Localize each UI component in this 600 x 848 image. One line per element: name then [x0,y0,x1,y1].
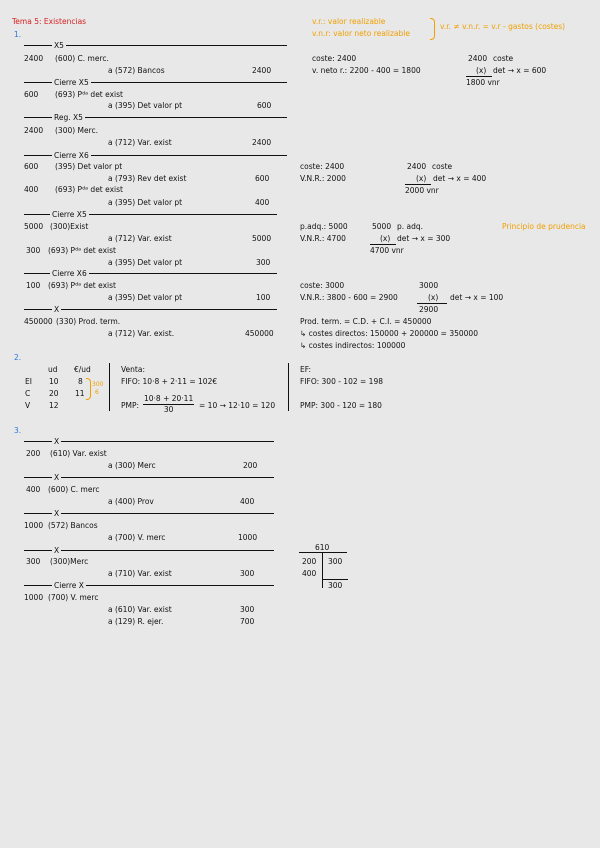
entry-credit-account: a (712) Var. exist [108,138,172,147]
entry-credit-account: a (710) Var. exist [108,569,172,578]
entry-debit-account: (395) Det valor pt [55,162,123,171]
entry-credit-amount: 400 [240,497,255,506]
entry-debit-account: (610) Var. exist [50,449,107,458]
t-account-divider [322,552,323,588]
entry-credit-amount: 1000 [238,533,258,542]
curly-brace [86,378,91,400]
entry-credit-account: a (300) Merc [108,461,156,470]
entry-separator [24,477,274,478]
calc-unknown: (x) [416,174,427,183]
calc-result: det → x = 400 [433,174,487,183]
entry-credit-amount: 100 [256,293,271,302]
row-key: C [25,389,31,398]
entry-credit-amount: 400 [255,198,270,207]
entry-debit-account: (600) C. merc [48,485,100,494]
entry-credit-amount: 5000 [252,234,272,243]
entry-debit-amount: 1000 [24,521,44,530]
entry-credit-amount: 300 [240,569,255,578]
entry-credit-amount: 2400 [252,66,272,75]
entry-debit-account: (330) Prod. term. [56,317,121,326]
entry-header: X5 [54,41,64,50]
row-key: EI [25,377,32,386]
entry-debit-amount: 600 [24,162,39,171]
pmp-numerator: 10·8 + 20·11 [144,394,194,403]
entry-debit-account: (700) V. merc [48,593,99,602]
calc-result: det → x = 600 [493,66,547,75]
col-header-units: ud [48,365,58,374]
entry-credit-account: a (395) Det valor pt [108,258,183,267]
calc-rule [417,303,447,304]
row-units: 20 [49,389,59,398]
entry-header: Cierre X5 [52,210,87,219]
entry-header: Cierre X5 [54,78,89,87]
section-number-3: 3. [14,426,22,435]
entry-debit-amount: 1000 [24,593,44,602]
t-account-balance: 300 [328,581,343,590]
calc-vnr-value: 2900 [419,305,439,314]
row-units: 10 [49,377,59,386]
entry-debit-amount: 300 [26,246,41,255]
pmp-fraction [143,395,194,413]
calc-result: det → x = 300 [397,234,451,243]
entry-debit-amount: 300 [26,557,41,566]
entry-header: X [54,546,60,555]
entry-credit-account: a (793) Rev det exist [108,174,187,183]
entry-debit-account: (693) Pᵈᵃ det exist [55,185,123,194]
entry-debit-account: (572) Bancos [48,521,98,530]
entry-credit-account: a (129) R. ejer. [108,617,164,626]
entry-header: X [54,437,60,446]
entry-debit-account: (600) C. merc. [55,54,109,63]
entry-credit-amount: 450000 [245,329,274,338]
definition-vr: v.r.: valor realizable [312,17,386,26]
sale-fifo: FIFO: 10·8 + 2·11 = 102€ [121,377,218,386]
entry-credit-account: a (572) Bancos [108,66,165,75]
prudence-principle: Principio de prudencia [502,222,586,231]
entry-debit-amount: 450000 [24,317,53,326]
entry-credit-amount: 600 [255,174,270,183]
entry-debit-amount: 100 [26,281,41,290]
t-account-debit: 200 [302,557,317,566]
entry-separator [24,513,274,514]
entry-header: X [54,509,60,518]
entry-separator [24,441,274,442]
entry-header: X [54,305,60,314]
calc-label: p. adq. [397,222,424,231]
entry-credit-amount: 2400 [252,138,272,147]
final-stock-pmp: PMP: 300 - 120 = 180 [300,401,382,410]
calc-rule [370,244,396,245]
calc-vnr-value: 1800 vnr [466,78,500,87]
entry-credit-account: a (712) Var. exist. [108,329,175,338]
calc-value: 5000 [372,222,392,231]
t-account-credit: 300 [328,557,343,566]
entry-debit-account: (300) Merc. [55,126,99,135]
calc-value: 3000 [419,281,439,290]
entry-debit-amount: 400 [26,485,41,494]
entry-debit-account: (693) Pᵈᵃ det exist [48,246,116,255]
sale-pmp-result: = 10 → 12·10 = 120 [199,401,276,410]
entry-credit-account: a (400) Prov [108,497,154,506]
col-header-price: €/ud [74,365,91,374]
t-account-top [299,552,347,553]
calc-vnr-value: 4700 vnr [370,246,404,255]
row-key: V [25,401,31,410]
entry-debit-amount: 600 [24,90,39,99]
t-account-total-rule [322,579,348,580]
entry-header: Cierre X6 [52,269,87,278]
calc-vnr: V.N.R.: 2000 [300,174,346,183]
entry-header: Cierre X6 [54,151,89,160]
brace-note: 6 [95,389,99,396]
final-stock-fifo: FIFO: 300 - 102 = 198 [300,377,383,386]
entry-debit-account: (300)Merc [50,557,89,566]
entry-credit-account: a (610) Var. exist [108,605,172,614]
entry-debit-account: (693) Pᵈᵃ det exist [48,281,116,290]
section-number-2: 2. [14,353,22,362]
entry-credit-account: a (712) Var. exist [108,234,172,243]
entry-credit-amount: 700 [240,617,255,626]
calc-purchase-price: p.adq.: 5000 [300,222,348,231]
calc-label: coste [493,54,514,63]
definition-vnr: v.n.r: valor neto realizable [312,29,410,38]
calc-vnr-value: 2000 vnr [405,186,439,195]
entry-credit-account: a (395) Det valor pt [108,293,183,302]
column-divider [288,363,289,411]
entry-debit-account: (300)Exist [50,222,89,231]
sale-pmp-label: PMP: [121,401,140,410]
curly-brace [430,18,435,40]
sale-heading: Venta: [121,365,145,374]
final-stock-heading: EF: [300,365,311,374]
entry-header: Reg. X5 [54,113,83,122]
entry-credit-amount: 200 [243,461,258,470]
calc-indirect-costs: ↳ costes indirectos: 100000 [300,341,406,350]
entry-credit-amount: 300 [256,258,271,267]
pmp-denominator: 30 [163,404,174,414]
entry-debit-amount: 200 [26,449,41,458]
calc-rule [466,76,492,77]
calc-cost: coste: 2400 [300,162,345,171]
entry-separator [24,309,277,310]
calc-vnr: V.N.R.: 3800 - 600 = 2900 [300,293,398,302]
entry-credit-amount: 300 [240,605,255,614]
entry-credit-account: a (395) Det valor pt [108,101,183,110]
page-title: Tema 5: Existencias [12,17,87,26]
calc-product-cost: Prod. term. = C.D. + C.I. = 450000 [300,317,432,326]
row-price: 8 [78,377,83,386]
calc-unknown: (x) [476,66,487,75]
entry-header: X [54,473,60,482]
calc-rule [405,184,431,185]
entry-credit-account: a (700) V. merc [108,533,166,542]
calc-cost: coste: 2400 [312,54,357,63]
calc-cost: coste: 3000 [300,281,345,290]
calc-result: det → x = 100 [450,293,504,302]
entry-debit-amount: 2400 [24,54,44,63]
entry-debit-amount: 5000 [24,222,44,231]
entry-debit-amount: 2400 [24,126,44,135]
entry-credit-account: a (395) Det valor pt [108,198,183,207]
row-units: 12 [49,401,59,410]
calc-label: coste [432,162,453,171]
brace-total: 300 [92,381,104,388]
entry-header: Cierre X [54,581,84,590]
entry-debit-amount: 400 [24,185,39,194]
section-number-1: 1. [14,30,22,39]
definition-relation: v.r. ≠ v.n.r. = v.r - gastos (costes) [440,22,566,31]
calc-unknown: (x) [428,293,439,302]
calc-direct-costs: ↳ costes directos: 150000 + 200000 = 350000 [300,329,478,338]
t-account-title: 610 [315,543,330,552]
column-divider [109,363,110,411]
t-account-debit: 400 [302,569,317,578]
calc-vnr: V.N.R.: 4700 [300,234,346,243]
calc-value: 2400 [407,162,427,171]
row-price: 11 [75,389,85,398]
calc-value: 2400 [468,54,488,63]
entry-separator [24,550,274,551]
calc-unknown: (x) [380,234,391,243]
calc-vnr: v. neto r.: 2200 - 400 = 1800 [312,66,421,75]
entry-credit-amount: 600 [257,101,272,110]
entry-debit-account: (693) Pᵈᵃ det exist [55,90,123,99]
